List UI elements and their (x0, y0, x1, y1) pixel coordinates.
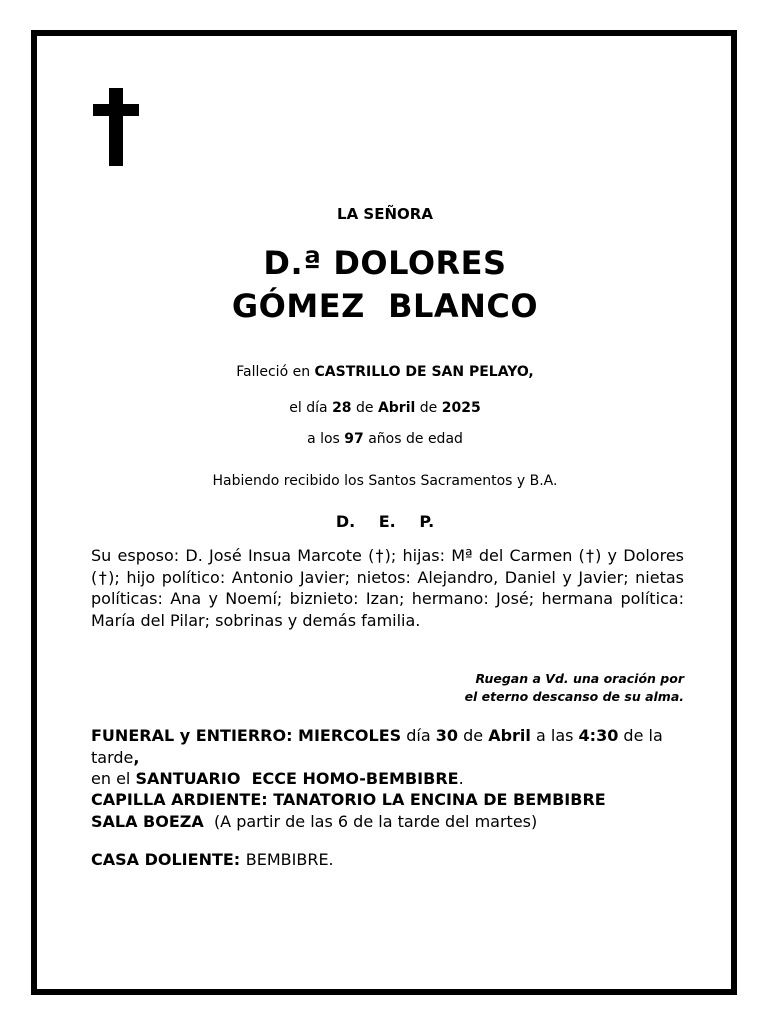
mourning-house: CASA DOLIENTE: BEMBIBRE. (91, 850, 334, 869)
prayer-line1: Ruegan a Vd. una oración por (475, 671, 684, 686)
death-place: Falleció en CASTRILLO DE SAN PELAYO, (236, 364, 534, 380)
death-date: el día 28 de Abril de 2025 (289, 400, 481, 416)
heading: LA SEÑORA (337, 205, 433, 223)
prayer-line2: el eterno descanso de su alma. (464, 689, 684, 704)
prayer-request (380, 670, 684, 706)
funeral-info: FUNERAL y ENTIERRO: MIERCOLES día 30 de Abril a las 4:30 de la tarde, en el SANTUARIO ECCE HOMO-BEMBIBRE. (91, 726, 668, 788)
cross-icon (93, 88, 139, 166)
wake-info: CAPILLA ARDIENTE: TANATORIO LA ENCINA DE BEMBIBRE SALA BOEZA (A partir de las 6 de la tarde del martes) (91, 790, 606, 831)
deceased-name-line1: D.ª DOLORES (263, 244, 507, 282)
family-list: Su esposo: D. José Insua Marcote (†); hijas: Mª del Carmen (†) y Dolores (†); hijo político: Antonio Javier; nietos: Alejandro, Daniel y Javier; nietas políticas: Ana y Noemí; biznieto: Izan; hermano: José; hermana política: María del Pilar; sobrinas y demás familia. (91, 546, 684, 630)
deceased-name-line2: GÓMEZ BLANCO (231, 287, 539, 325)
dep-initials: D. E. P. (335, 512, 435, 531)
sacraments-line: Habiendo recibido los Santos Sacramentos y B.A. (212, 473, 558, 489)
age: a los 97 años de edad (307, 431, 463, 447)
